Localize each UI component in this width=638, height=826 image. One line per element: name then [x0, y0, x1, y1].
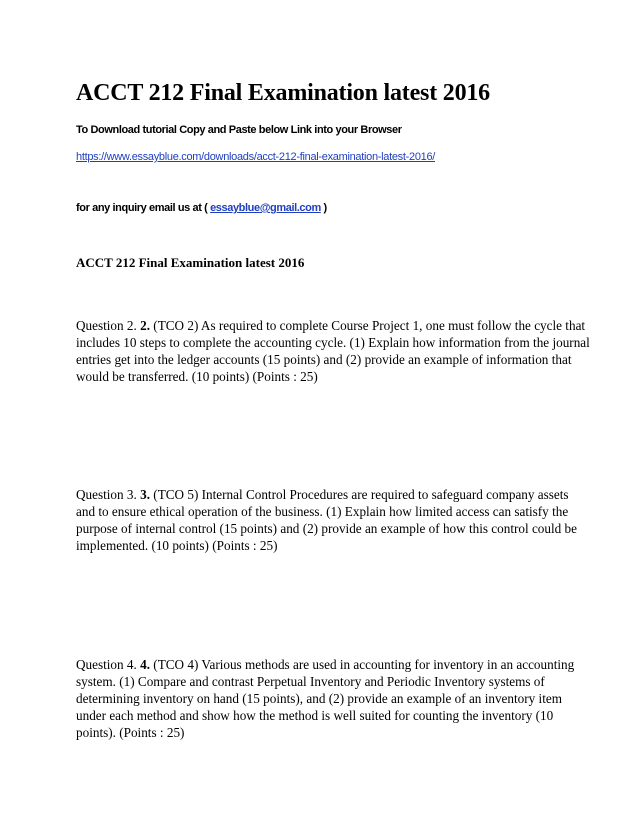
question-text: (TCO 4) Various methods are used in accounting for inventory in an accounting	[150, 657, 575, 672]
download-instruction: To Download tutorial Copy and Paste below Link into your Browser	[76, 124, 402, 136]
question-number: 2.	[140, 318, 150, 333]
question-number: 3.	[140, 487, 150, 502]
question-line: under each method and show how the method is well suited for counting the inventory (10	[76, 708, 554, 723]
document-subtitle: ACCT 212 Final Examination latest 2016	[76, 255, 305, 270]
question-line: implemented. (10 points) (Points : 25)	[76, 538, 278, 553]
question-line: entries get into the ledger accounts (15 points) and (2) provide an example of information that	[76, 352, 572, 367]
question-line: and to ensure ethical operation of the business. (1) Explain how limited access can satisfy the	[76, 504, 569, 519]
question-line	[76, 317, 586, 334]
question-text: (TCO 5) Internal Control Procedures are required to safeguard company assets	[150, 487, 569, 502]
question-line: determining inventory on hand (15 points), and (2) provide an example of an inventory item	[76, 691, 562, 706]
question-line: purpose of internal control (15 points) and (2) provide an example of how this control could be	[76, 521, 577, 536]
question-line: includes 10 steps to complete the accounting cycle. (1) Explain how information from the journal	[76, 335, 590, 350]
question-text: (TCO 2) As required to complete Course Project 1, one must follow the cycle that	[150, 318, 586, 333]
question-line: would be transferred. (10 points) (Points : 25)	[76, 369, 318, 384]
question-label: Question 2.	[76, 318, 137, 333]
question-2	[76, 317, 590, 385]
document-title: ACCT 212 Final Examination latest 2016	[76, 80, 490, 106]
inquiry-line	[76, 202, 327, 214]
question-line: points). (Points : 25)	[76, 725, 185, 740]
download-link[interactable]: https://www.essayblue.com/downloads/acct-212-final-examination-latest-2016/	[76, 151, 436, 163]
inquiry-prefix: for any inquiry email us at (	[76, 202, 211, 214]
question-line	[76, 486, 569, 503]
question-number: 4.	[140, 657, 150, 672]
email-link[interactable]: essayblue@gmail.com	[210, 202, 321, 214]
question-3	[76, 486, 577, 554]
question-label: Question 4.	[76, 657, 137, 672]
inquiry-suffix: )	[320, 202, 327, 214]
question-label: Question 3.	[76, 487, 137, 502]
question-line: system. (1) Compare and contrast Perpetual Inventory and Periodic Inventory systems of	[76, 674, 545, 689]
question-line	[76, 656, 575, 673]
question-4	[76, 656, 575, 741]
